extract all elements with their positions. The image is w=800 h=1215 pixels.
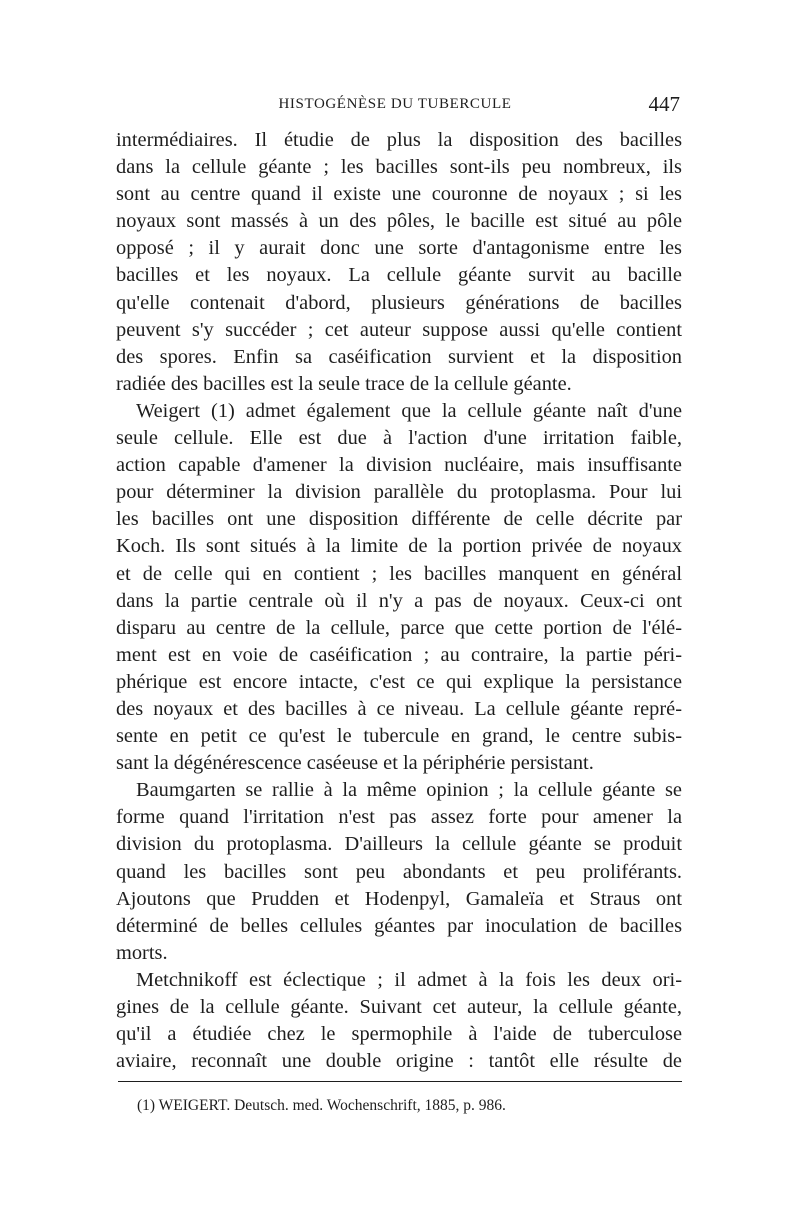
text-line: division du protoplasma. D'ailleurs la cellule géante se produit <box>116 833 682 856</box>
text-line: ment est en voie de caséification ; au contraire, la partie péri- <box>116 643 682 666</box>
text-line: action capable d'amener la division nucléaire, mais insuffisante <box>116 454 682 477</box>
text-line: pour déterminer la division parallèle du protoplasma. Pour lui <box>116 481 682 504</box>
text-line: noyaux sont massés à un des pôles, le bacille est situé au pôle <box>116 210 682 233</box>
text-line: sente en petit ce qu'est le tubercule en grand, le centre subis- <box>116 725 682 748</box>
text-line: Weigert (1) admet également que la cellule géante naît d'une <box>136 399 682 422</box>
body-text <box>116 127 682 1075</box>
text-line: intermédiaires. Il étudie de plus la disposition des bacilles <box>116 129 682 151</box>
footnote-rule <box>118 1081 682 1082</box>
text-line: quand les bacilles sont peu abondants et peu proliférants. <box>116 860 682 883</box>
text-line: peuvent s'y succéder ; cet auteur suppose aussi qu'elle contient <box>116 318 682 341</box>
text-line: dans la partie centrale où il n'y a pas de noyaux. Ceux-ci ont <box>116 589 682 612</box>
running-title: HISTOGÉNÈSE DU TUBERCULE <box>278 96 512 112</box>
footnote: (1) WEIGERT. Deutsch. med. Wochenschrift, 1885, p. 986. <box>137 1097 506 1114</box>
text-line: bacilles et les noyaux. La cellule géante survit au bacille <box>116 264 682 287</box>
running-head <box>110 92 680 122</box>
text-line: aviaire, reconnaît une double origine : tantôt elle résulte de <box>116 1050 682 1073</box>
text-line: déterminé de belles cellules géantes par inoculation de bacilles <box>116 914 682 937</box>
text-line: Metchnikoff est éclectique ; il admet à la fois les deux ori- <box>136 968 682 991</box>
text-line: morts. <box>116 941 168 964</box>
text-line: radiée des bacilles est la seule trace de la cellule géante. <box>116 372 572 395</box>
text-line: qu'il a étudiée chez le spermophile à l'aide de tuberculose <box>116 1023 682 1046</box>
text-line: qu'elle contenait d'abord, plusieurs générations de bacilles <box>116 291 682 314</box>
text-line: seule cellule. Elle est due à l'action d'une irritation faible, <box>116 427 682 450</box>
text-line: Ajoutons que Prudden et Hodenpyl, Gamaleïa et Straus ont <box>116 887 682 910</box>
text-line: disparu au centre de la cellule, parce que cette portion de l'élé- <box>116 616 682 639</box>
text-line: les bacilles ont une disposition différente de celle décrite par <box>116 508 682 531</box>
text-line: sant la dégénérescence caséeuse et la périphérie persistant. <box>116 752 594 775</box>
text-line: phérique est encore intacte, c'est ce qui explique la persistance <box>116 670 682 693</box>
text-line: sont au centre quand il existe une couronne de noyaux ; si les <box>116 183 682 206</box>
page-number: 447 <box>648 92 680 116</box>
text-line: des spores. Enfin sa caséification survient et la disposition <box>116 345 682 368</box>
text-line: des noyaux et des bacilles à ce niveau. La cellule géante repré- <box>116 697 682 720</box>
text-line: opposé ; il y aurait donc une sorte d'antagonisme entre les <box>116 237 682 260</box>
text-line: Baumgarten se rallie à la même opinion ; la cellule géante se <box>136 779 682 802</box>
text-line: gines de la cellule géante. Suivant cet auteur, la cellule géante, <box>116 996 682 1018</box>
text-line: et de celle qui en contient ; les bacilles manquent en général <box>116 562 682 585</box>
text-line: Koch. Ils sont situés à la limite de la portion privée de noyaux <box>116 535 682 558</box>
text-line: dans la cellule géante ; les bacilles sont-ils peu nombreux, ils <box>116 156 682 179</box>
text-line: forme quand l'irritation n'est pas assez forte pour amener la <box>116 806 682 829</box>
